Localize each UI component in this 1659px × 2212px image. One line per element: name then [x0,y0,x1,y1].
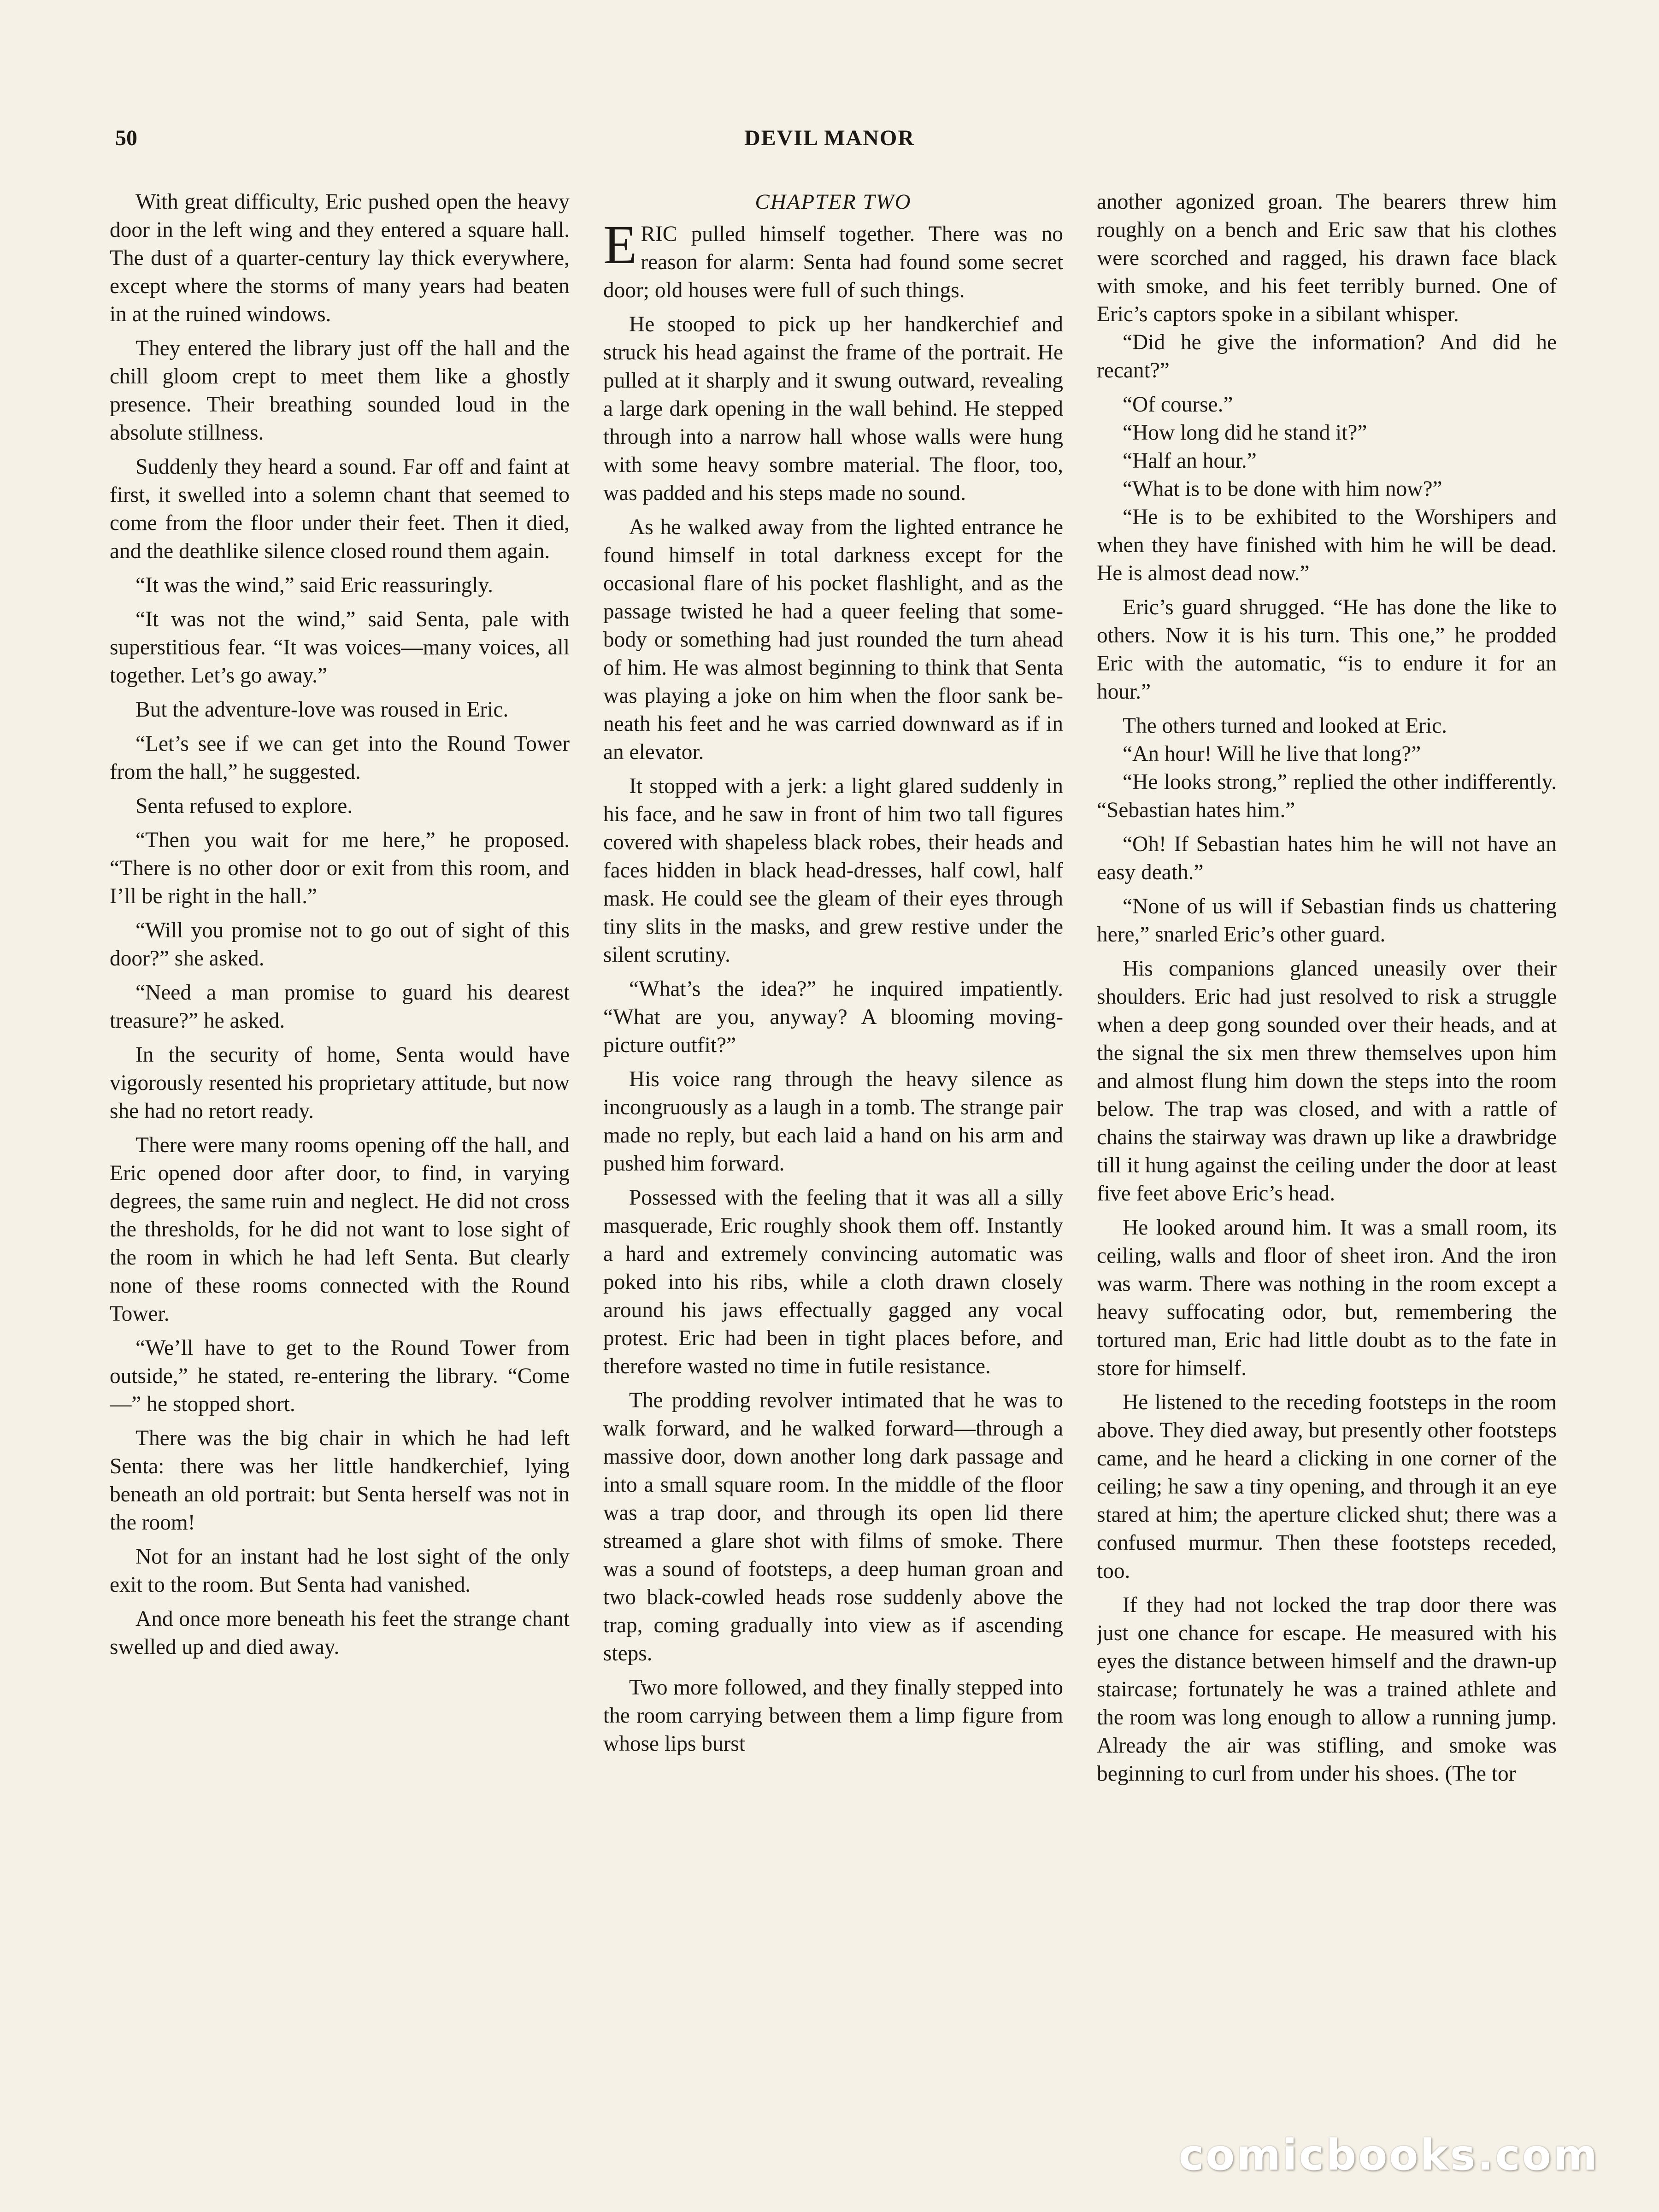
paragraph: He listened to the receding footsteps in the room above. They died away, but presently other footsteps came, and he heard a clicking in one corner of the ceiling; he saw a tiny opening, and through it an eye stared at him; the aperture clicked shut; there was a confused murmur. Then these footsteps receded, too. [1097,1390,1557,1583]
paragraph: His companions glanced uneasily over their shoulders. Eric had just resolved to risk a struggle when a deep gong sounded over their heads, and at the signal the six men threw themselves upon him and almost flung him down the steps into the room below. The trap was closed, and with a rattle of chains the stairway was drawn up like a drawbridge till it hung against the ceiling under the door at least five feet above Eric’s head. [1097,957,1557,1206]
paragraph: There were many rooms opening off the hall, and Eric opened door after door, to find, in varying degrees, the same ruin and neglect. He did not cross the thresholds, for he did not want to lose sight of the room in which he had left Senta. But clearly none of these rooms connected with the Round Tower. [110,1133,570,1326]
paragraph: But the adventure-love was roused in Eric. [135,698,509,722]
paragraph: They entered the library just off the hall and the chill gloom crept to meet them like a ghostly presence. Their breathing sounded loud in the absolute stillness. [110,336,570,445]
paragraph: “Half an hour.” [1123,449,1257,473]
paragraph-text: RIC pulled himself together. There was no reason for alarm: Senta had found some secret door; old houses were full of such things. [603,222,1063,302]
paragraph: The others turned and looked at Eric. [1123,714,1447,738]
paragraph: “An hour! Will he live that long?” [1123,742,1421,766]
paragraph: Possessed with the feeling that it was all a silly masquerade, Eric roughly shook them off. Instantly a hard and extremely convincing automatic was poked into his ribs, while a cloth drawn closely around his jaws effectually gagged any vocal protest. Eric had been in tight places before, and therefore wasted no time in futile resistance. [603,1186,1063,1378]
paragraph: “None of us will if Sebastian finds us chattering here,” snarled Eric’s other guard. [1097,894,1557,947]
paragraph: “What’s the idea?” he inquired impatiently. “What are you, anyway? A blooming moving-picture outfit?” [603,977,1063,1057]
paragraph: “Then you wait for me here,” he proposed. “There is no other door or exit from this room, and I’ll be right in the hall.” [110,828,570,908]
paragraph: It stopped with a jerk: a light glared suddenly in his face, and he saw in front of him two tall figures covered with shapeless black robes, their heads and faces hidden in black head-dresses, half cowl, half mask. He could see the gleam of their eyes through tiny slits in the masks, and grew restive under the silent scrutiny. [603,774,1063,967]
column-3 [1097,188,1557,2082]
drop-cap: E [603,214,637,275]
column-1 [110,188,570,2082]
paragraph: “Did he give the information? And did he recant?” [1097,330,1557,382]
paragraph: “We’ll have to get to the Round Tower from outside,” he stated, re-entering the library. “Come—” he stopped short. [110,1336,570,1416]
paragraph: “Oh! If Sebastian hates him he will not have an easy death.” [1097,832,1557,884]
chapter-opening-paragraph [603,214,1063,305]
paragraph-continued: another agonized groan. The bearers threw him roughly on a bench and Eric saw that his clothes were scorched and ragged, his drawn face black with smoke, and his feet terribly burned. One of Eric’s captors spoke in a sibilant whisper. [1097,190,1557,326]
watermark: comicbooks.com [1178,2130,1599,2180]
paragraph: And once more beneath his feet the strange chant swelled up and died away. [110,1607,570,1659]
paragraph: “Of course.” [1123,393,1233,417]
paragraph: Senta refused to explore. [135,794,353,818]
paragraph: “Will you promise not to go out of sight of this door?” she asked. [110,918,570,971]
paragraph: With great difficulty, Eric pushed open the heavy door in the left wing and they entered a square hall. The dust of a quarter-century lay thick everywhere, except where the storms of many years had beaten in at the ruined windows. [110,190,570,326]
chapter-heading: CHAPTER TWO [755,190,912,214]
running-title: DEVIL MANOR [744,126,915,150]
paragraph: “It was the wind,” said Eric reassuringly. [135,573,493,597]
paragraph: “It was not the wind,” said Senta, pale with superstitious fear. “It was voices—many voices, all together. Let’s go away.” [110,607,570,688]
paragraph: “How long did he stand it?” [1123,421,1367,445]
paragraph: If they had not locked the trap door there was just one chance for escape. He measured with his eyes the distance between himself and the drawn-up staircase; fortunately he was a trained athlete and the room was long enough to allow a running jump. Already the air was stifling, and smoke was beginning to curl from under his shoes. (The tor [1097,1593,1557,1786]
paragraph: The prodding revolver intimated that he was to walk forward, and he walked forward—through a massive door, down another long dark passage and into a small square room. In the middle of the floor was a trap door, and through its open lid there streamed a glare shot with films of smoke. There was a sound of footsteps, a deep human groan and two black-cowled heads rose suddenly above the trap, coming gradually into view as if ascending steps. [603,1388,1063,1665]
text-columns [110,188,1557,2082]
paragraph: “Let’s see if we can get into the Round Tower from the hall,” he suggested. [110,732,570,784]
paragraph: “Need a man promise to guard his dearest treasure?” he asked. [110,981,570,1033]
column-2 [603,188,1063,2082]
paragraph: As he walked away from the lighted entrance he found himself in total darkness except for the occasional flare of his pocket flashlight, and as the passage twisted he had a queer feeling that somebody or something had just rounded the turn ahead of him. He was almost beginning to think that Senta was playing a joke on him when the floor sank beneath his feet and he was carried downward as if in an elevator. [603,515,1063,764]
paragraph: There was the big chair in which he had left Senta: there was her little handkerchief, lying beneath an old portrait: but Senta herself was not in the room! [110,1426,570,1535]
paragraph: His voice rang through the heavy silence as incongruously as a laugh in a tomb. The strange pair made no reply, but each laid a hand on his arm and pushed him forward. [603,1067,1063,1176]
paragraph: He looked around him. It was a small room, its ceiling, walls and floor of sheet iron. And the iron was warm. There was nothing in the room except a heavy suffocating odor, but, remembering the tortured man, Eric had little doubt as to the fate in store for himself. [1097,1216,1557,1380]
paragraph: “What is to be done with him now?” [1123,477,1442,501]
paragraph: Two more followed, and they finally stepped into the room carrying between them a limp figure from whose lips burst [603,1676,1063,1756]
paragraph: Not for an instant had he lost sight of the only exit to the room. But Senta had vanished. [110,1545,570,1597]
paragraph: Suddenly they heard a sound. Far off and faint at first, it swelled into a solemn chant that seemed to come from the floor under their feet. Then it died, and the deathlike silence closed round them again. [110,455,570,563]
paragraph: He stooped to pick up her handkerchief and struck his head against the frame of the portrait. He pulled at it sharply and it swung outward, revealing a large dark opening in the wall behind. He stepped through into a narrow hall whose walls were hung with some heavy sombre material. The floor, too, was padded and his steps made no sound. [603,312,1063,505]
paragraph: “He is to be exhibited to the Worshipers and when they have finished with him he will be dead. He is almost dead now.” [1097,505,1557,585]
paragraph: In the security of home, Senta would have vigorously resented his proprietary attitude, but now she had no retort ready. [110,1043,570,1123]
paragraph: Eric’s guard shrugged. “He has done the like to others. Now it is his turn. This one,” he prodded Eric with the automatic, “is to endure it for an hour.” [1097,595,1557,704]
paragraph: “He looks strong,” replied the other indifferently. “Sebastian hates him.” [1097,770,1557,822]
page-number: 50 [115,126,137,150]
